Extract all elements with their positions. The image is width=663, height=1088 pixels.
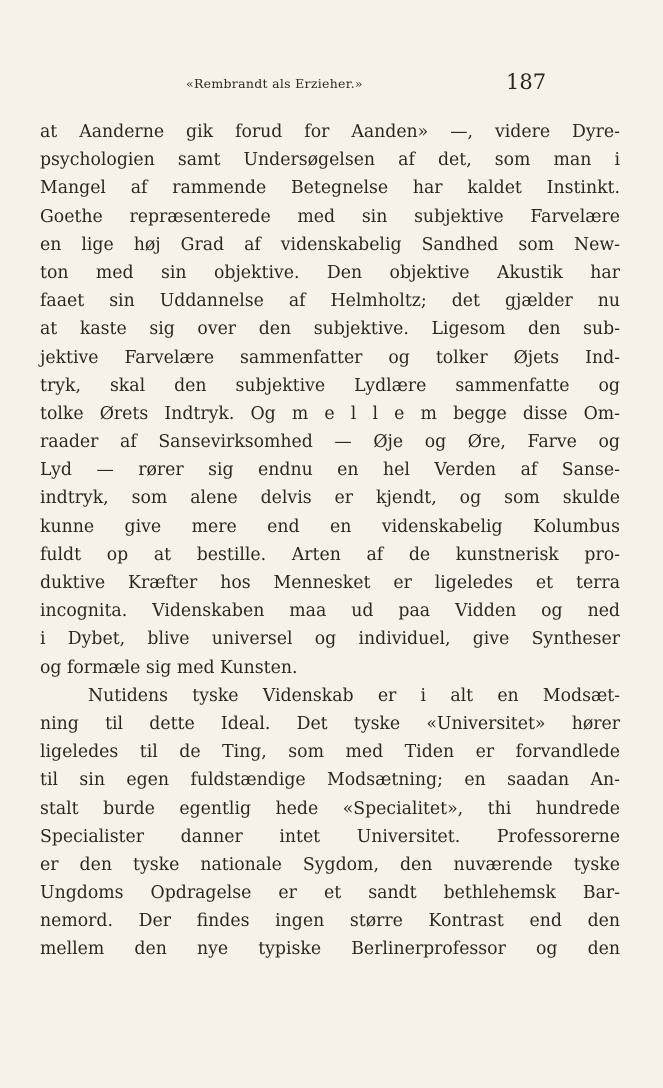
text-line: indtryk, som alene delvis er kjendt, og som skulde bbox=[40, 488, 620, 509]
text-line: jektive Farvelære sammenfatter og tolker Øjets Ind- bbox=[40, 347, 620, 368]
text-line: i Dybet, blive universel og individuel, give Syntheser bbox=[40, 629, 620, 650]
text-line: tryk, skal den subjektive Lydlære sammenfatte og bbox=[40, 375, 620, 396]
text-line: fuldt op at bestille. Arten af de kunstnerisk pro- bbox=[40, 544, 620, 565]
text-line: ton med sin objektive. Den objektive Akustik har bbox=[40, 262, 620, 283]
text-line: duktive Kræfter hos Mennesket er ligeledes et terra bbox=[40, 573, 620, 593]
text-line: mellem den nye typiske Berlinerprofessor og den bbox=[40, 939, 620, 960]
text-line: nemord. Der findes ingen større Kontrast end den bbox=[40, 911, 620, 932]
text-line: Lyd — rører sig endnu en hel Verden af Sanse- bbox=[40, 460, 620, 481]
text-line: Goethe repræsenterede med sin subjektive Farvelære bbox=[40, 206, 620, 227]
text-line: en lige høj Grad af videnskabelig Sandhed som New- bbox=[40, 234, 620, 255]
text-line: faaet sin Uddannelse af Helmholtz; det gjælder nu bbox=[40, 291, 620, 312]
text-line: er den tyske nationale Sygdom, den nuværende tyske bbox=[40, 854, 620, 875]
text-line: at Aanderne gik forud for Aanden» —, videre Dyre- bbox=[40, 122, 620, 142]
paragraph-last-line: og formæle sig med Kunsten. bbox=[40, 657, 298, 678]
text-line: raader af Sansevirksomhed — Øje og Øre, Farve og bbox=[40, 432, 620, 453]
text-line: at kaste sig over den subjektive. Ligesom den sub- bbox=[40, 319, 620, 340]
text-line: stalt burde egentlig hede «Specialitet», thi hundrede bbox=[40, 798, 620, 819]
text-line: kunne give mere end en videnskabelig Kolumbus bbox=[40, 516, 620, 537]
text-line: Mangel af rammende Betegnelse har kaldet Instinkt. bbox=[40, 178, 620, 199]
page-number: 187 bbox=[506, 70, 547, 94]
text-line: tolke Ørets Indtryk. Og m e l l e m begge disse Om- bbox=[40, 403, 620, 424]
text-line: ning til dette Ideal. Det tyske «Universitet» hører bbox=[40, 713, 620, 734]
text-line: psychologien samt Undersøgelsen af det, som man i bbox=[40, 150, 620, 171]
text-line: incognita. Videnskaben maa ud paa Vidden og ned bbox=[40, 601, 620, 622]
paragraph-first-line: Nutidens tyske Videnskab er i alt en Modsæt- bbox=[88, 685, 620, 706]
text-line: Specialister danner intet Universitet. Professorerne bbox=[40, 826, 620, 847]
running-header-title: «Rembrandt als Erzieher.» bbox=[186, 76, 363, 91]
body-text bbox=[40, 118, 620, 964]
text-line: ligeledes til de Ting, som med Tiden er forvandlede bbox=[40, 742, 620, 763]
text-line: til sin egen fuldstændige Modsætning; en saadan An- bbox=[40, 770, 620, 791]
text-line: Ungdoms Opdragelse er et sandt bethlehemsk Bar- bbox=[40, 883, 620, 904]
